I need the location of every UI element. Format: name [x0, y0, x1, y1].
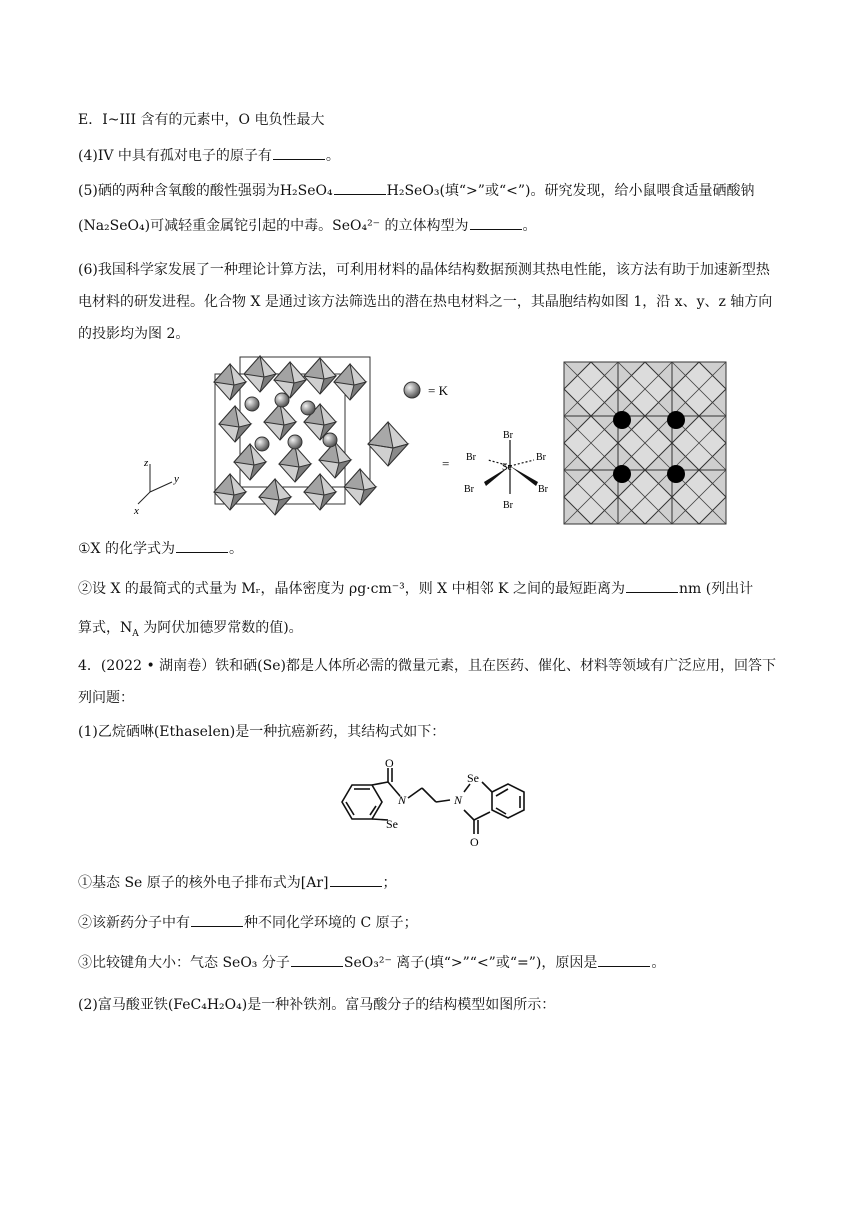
projection-cell [564, 416, 618, 470]
sub-question-c2: ②该新药分子中有 种不同化学环境的 C 原子； [78, 912, 418, 933]
octahedron [304, 358, 336, 394]
projection-cell [672, 362, 726, 416]
n-label-left: N [398, 793, 407, 807]
problem-4-part-1: (1)乙烷硒啉(Ethaselen)是一种抗癌新药，其结构式如下： [78, 724, 446, 740]
se-label: Se [502, 462, 512, 473]
octahedron [344, 469, 376, 505]
question-5-line2: (Na₂SeO₄)可减轻重金属铊引起的中毒。SeO₄²⁻ 的立体构型为 。 [78, 215, 537, 236]
k-dot [667, 465, 685, 483]
answer-blank[interactable] [330, 872, 382, 887]
k-atom-legend-ball [404, 382, 420, 398]
br-label-bottom: Br [503, 500, 513, 511]
k-atom [275, 393, 289, 407]
sub-question-2-line2: 算式，$N_A$ 为阿伏加德罗常数的值)。 [78, 620, 303, 639]
octahedron [214, 474, 246, 510]
projection-grid [564, 362, 726, 524]
answer-blank[interactable] [598, 952, 650, 967]
ethaselen-structure [330, 756, 530, 850]
question-4-sub: (4)IV 中具有孤对电子的原子有 。 [78, 145, 340, 166]
k-atom [301, 401, 315, 415]
br-label-top: Br [503, 430, 513, 441]
k-legend-label: = K [428, 383, 448, 398]
problem-4-intro: 4．(2022 • 湖南卷）铁和硒(Se)都是人体所必需的微量元素，且在医药、催化、材料等领域有广泛应用，回答下列问题： [78, 658, 776, 706]
sub-question-c3: ③比较键角大小：气态 SeO₃ 分子 SeO₃²⁻ 离子(填“>”“<”或“=”)，原因是 。 [78, 952, 665, 973]
octahedron-legend [368, 422, 408, 466]
sebr6-structure [450, 420, 560, 516]
answer-blank[interactable] [334, 180, 386, 195]
axis-x-label: x [134, 505, 139, 517]
problem-4-part-2: (2)富马酸亚铁(FeC₄H₂O₄)是一种补铁剂。富马酸分子的结构模型如图所示： [78, 997, 556, 1013]
projection-figure [560, 358, 730, 526]
br-label-lower-right: Br [538, 484, 548, 495]
br-label-upper-right: Br [536, 452, 546, 463]
sub-question-c1: ①基态 Se 原子的核外电子排布式为[Ar] ； [78, 872, 397, 893]
octahedron [214, 364, 246, 400]
n-label-right: N [454, 793, 463, 807]
axes [138, 464, 172, 504]
sub-question-1: ①X 的化学式为 。 [78, 538, 243, 559]
k-dot [667, 411, 685, 429]
answer-blank[interactable] [291, 952, 343, 967]
octahedron [279, 446, 311, 482]
k-atom [255, 437, 269, 451]
octahedron [334, 364, 366, 400]
octahedron [264, 404, 296, 440]
br-label-upper-left: Br [466, 452, 476, 463]
o-label-right: O [470, 835, 479, 849]
option-e: E．I~III 含有的元素中，O 电负性最大 [78, 112, 325, 128]
k-atom [323, 433, 337, 447]
sub-question-2-line1: ②设 X 的最简式的式量为 Mᵣ，晶体密度为 ρg·cm⁻³，则 X 中相邻 K 之间的最短距离为 nm (列出计 [78, 578, 753, 599]
o-label-left: O [385, 756, 394, 770]
octahedron [219, 406, 251, 442]
octahedron [304, 474, 336, 510]
axis-z-label: z [144, 457, 149, 469]
answer-blank[interactable] [191, 912, 243, 927]
octahedra-group [214, 356, 376, 515]
octahedron [244, 356, 276, 392]
wedge-bond [510, 466, 538, 486]
k-dot [613, 465, 631, 483]
question-5-line1: (5)硒的两种含氧酸的酸性强弱为H₂SeO₄ H₂SeO₃(填“>”或“<”)。研究发现，给小鼠喂食适量硒酸钠 [78, 180, 754, 201]
br-label-lower-left: Br [464, 484, 474, 495]
answer-blank[interactable] [626, 578, 678, 593]
answer-blank[interactable] [273, 145, 325, 160]
projection-cell [564, 470, 618, 524]
se-label-left: Se [386, 817, 398, 831]
k-dot [613, 411, 631, 429]
crystal-cell-figure [130, 352, 460, 520]
octahedron-legend-eq: = [442, 456, 450, 471]
octahedron [259, 479, 291, 515]
answer-blank[interactable] [176, 538, 228, 553]
k-atom [245, 397, 259, 411]
octahedron [319, 442, 351, 478]
k-atom [288, 435, 302, 449]
projection-cell [618, 362, 672, 416]
se-label-right: Se [467, 771, 479, 785]
question-6-text: (6)我国科学家发展了一种理论计算方法，可利用材料的晶体结构数据预测其热电性能，该方法有助于加速新型热电材料的研发进程。化合物 X 是通过该方法筛选出的潜在热电材料之一，其晶胞结构如图 1，沿 x、y、z 轴方向的投影均为图 2。 [78, 262, 773, 342]
answer-blank[interactable] [470, 215, 522, 230]
axis-y-label: y [174, 473, 179, 485]
projection-cell [564, 362, 618, 416]
octahedron [274, 362, 306, 398]
